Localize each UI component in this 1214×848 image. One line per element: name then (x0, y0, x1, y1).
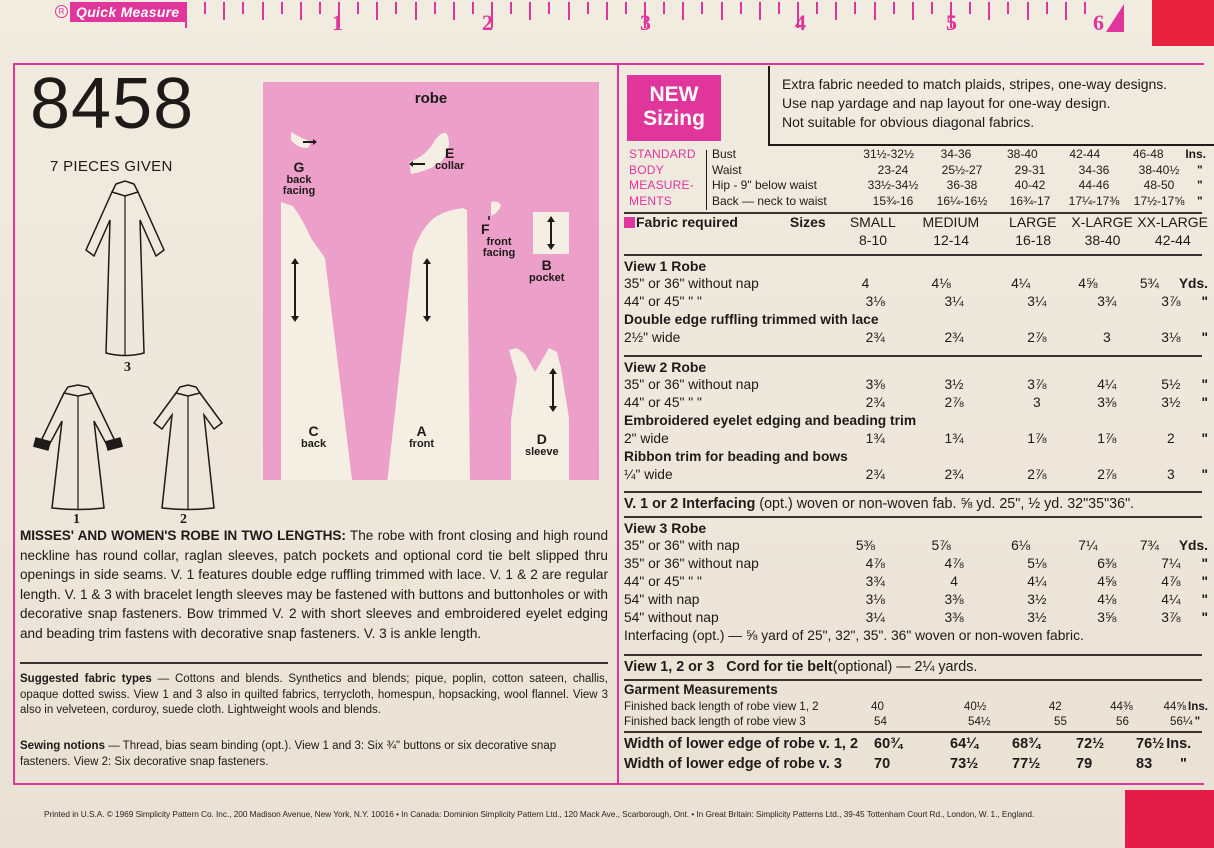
size-medium-range: 12-14 (933, 232, 970, 248)
ruler-tick (185, 2, 187, 28)
description-divider (20, 662, 608, 664)
ruler-tick (1007, 2, 1009, 14)
table-row: 44" or 45" " " 3⅛ 3¼ 3¼ 3¾ 3⅞ " (624, 294, 1208, 309)
suggested-fabric-types (20, 672, 608, 719)
ruler-tick (376, 2, 378, 20)
table-row: Finished back length of robe view 3 54 54½ 55 56 56¼ " (624, 715, 1201, 728)
body-measurements-table (712, 147, 1206, 209)
standard-body-measurements-label: STANDARD BODY MEASURE- MENTS (629, 147, 696, 208)
table-row: 35" or 36" without nap 3⅜ 3½ 3⅞ 4¼ 5½ " (624, 377, 1208, 392)
view-2-sketch (150, 383, 225, 511)
view-1-title: View 1 Robe (624, 258, 707, 274)
table-row: 2½" wide 2¾ 2¾ 2⅞ 3 3⅛ " (624, 330, 1208, 345)
table-row: 35" or 36" with nap 5⅜ 5⅞ 6⅛ 7¼ 7¾ Yds. (624, 538, 1208, 553)
new-sizing-badge (627, 75, 721, 141)
ruler-tick (319, 2, 321, 14)
ruler-end-triangle-icon (1106, 4, 1124, 32)
torn-corner-top (1152, 0, 1214, 46)
pieces-given: 7 PIECES GIVEN (50, 158, 173, 175)
quick-measure-badge: Quick Measure (70, 2, 186, 22)
ruler-tick (415, 2, 417, 20)
table-rule (624, 516, 1202, 518)
ruler-tick (300, 2, 302, 20)
view-3-fabric (624, 519, 1208, 645)
view-2-title: View 2 Robe (624, 359, 707, 375)
notions-body: — Thread, bias seam binding (opt.). View 1 and 3: Six ¾" buttons or six decorative snap fasteners. View 2: Six decorative snap fasteners. (20, 740, 557, 768)
ruler-tick (395, 2, 397, 14)
table-row: 54" with nap 3⅛ 3⅜ 3½ 4⅛ 4¼ " (624, 592, 1208, 607)
table-row: 35" or 36" without nap 4 4⅛ 4¼ 4⅝ 5¾ Yds. (624, 276, 1208, 291)
ruler-tick (472, 2, 474, 14)
ruler-tick (529, 2, 531, 20)
view-3-sketch (80, 178, 170, 358)
notice-line-3: Not suitable for obvious diagonal fabrics. (782, 114, 1035, 130)
piece-a-front: A front (409, 423, 435, 450)
view-3-title: View 3 Robe (624, 520, 707, 536)
interfacing-v1-2: V. 1 or 2 Interfacing (opt.) woven or non-woven fab. ⅝ yd. 25", ½ yd. 32"35"36". (624, 496, 1135, 512)
table-row: 2" wide 1¾ 1¾ 1⅞ 1⅞ 2 " (624, 431, 1208, 446)
ruler-tick (835, 2, 837, 20)
bm-row-back: Back — neck to waist 15¾-16 16¼-16½ 16¾-17 17¼-17⅜ 17½-17⅝ " (712, 193, 1203, 208)
ruler-tick (721, 2, 723, 20)
view-2-ribbon-title: Ribbon trim for beading and bows (624, 449, 848, 464)
fabric-required-header (624, 213, 1208, 249)
ruler-tick (1084, 2, 1086, 14)
table-rule (624, 254, 1202, 256)
ruler-tick (988, 2, 990, 20)
ruler-tick (242, 2, 244, 14)
ruler-tick (874, 2, 876, 20)
table-row: Width of lower edge of robe v. 3 70 73½ 77½ 79 83 " (624, 756, 1187, 772)
bm-row-hip: Hip - 9" below waist 33½-34½ 36-38 40-42 44-46 48-50 " (712, 178, 1203, 192)
notice-line-2: Use nap yardage and nap layout for one-way design. (782, 95, 1111, 111)
printer-footer: Printed in U.S.A. © 1969 Simplicity Pattern Co. Inc., 200 Madison Avenue, New York, N.Y. 10016 • In Canada: Dominion Simplicity Pattern Ltd., 120 Mack Ave., Scarborough, Ont. • In Great Britain: Simplicity Patterns Ltd., 39-45 Tottenham Court Rd., London, W. 1., England. (44, 809, 1035, 819)
ruler-tick (453, 2, 455, 20)
ruler-tick (357, 2, 359, 14)
pattern-description (20, 526, 608, 643)
fabric-required-title: Fabric required (636, 214, 738, 230)
ruler-inch-1: 1 (332, 10, 343, 35)
table-row: 35" or 36" without nap 4⅞ 4⅞ 5⅛ 6⅜ 7¼ " (624, 556, 1208, 571)
ruler-tick (568, 2, 570, 20)
ruler-tick (663, 2, 665, 14)
view-2-fabric (624, 358, 1208, 484)
piece-d-sleeve: D sleeve (525, 431, 559, 458)
new-sizing-line1: NEW (649, 83, 699, 106)
pattern-pieces-panel (263, 82, 599, 480)
fabric-types-heading: Suggested fabric types (20, 673, 152, 685)
notions-heading: Sewing notions (20, 740, 105, 752)
column-divider (617, 63, 619, 785)
ruler-tick (816, 2, 818, 14)
ruler-tick (778, 2, 780, 14)
pink-square-icon (624, 217, 635, 228)
piece-e-collar: E collar (435, 145, 465, 172)
piece-c-back: C back (301, 423, 327, 450)
size-xx-large-range: 42-44 (1154, 232, 1191, 248)
size-x-large: X-LARGE (1071, 214, 1133, 230)
ruler-tick (931, 2, 933, 14)
size-small-range: 8-10 (859, 232, 888, 248)
size-large: LARGE (1009, 214, 1057, 230)
size-xx-large: XX-LARGE (1137, 214, 1208, 230)
bm-row-waist: Waist 23-24 25½-27 29-31 34-36 38-40½ " (712, 162, 1203, 177)
size-medium: MEDIUM (922, 214, 980, 230)
view-3-interfacing: Interfacing (opt.) — ⅝ yard of 25", 32", 35". 36" woven or non-woven fabric. (624, 628, 1084, 643)
torn-corner-bottom (1125, 790, 1214, 848)
table-row: Width of lower edge of robe v. 1, 2 60¾ 64¼ 68¾ 72½ 76½ Ins. (624, 736, 1192, 752)
garment-measurements-title: Garment Measurements (624, 682, 778, 697)
ruler-tick (434, 2, 436, 14)
view-1-trim-title: Double edge ruffling trimmed with lace (624, 312, 879, 327)
fabric-types-body: — Cottons and blends. Synthetics and blends; pique, poplin, cotton sateen, challis, opaque dotted swiss. View 1 and 3 also in quilted fabrics, terrycloth, homespun, hopsacking, wool flannel. View 3 also in velveteen, corduroy, suede cloth. Lightweight wools and blends. (20, 673, 609, 716)
quick-measure-ruler (0, 0, 1214, 50)
table-rule (624, 355, 1202, 357)
ruler-tick (912, 2, 914, 20)
ruler-inch-2: 2 (482, 10, 493, 35)
new-sizing-line2: Sizing (643, 107, 705, 130)
ruler-tick (740, 2, 742, 14)
table-row: 44" or 45" " " 2¾ 2⅞ 3 3⅜ 3½ " (624, 395, 1208, 410)
ruler-tick (204, 2, 206, 14)
size-small: SMALL (849, 214, 896, 230)
fabric-notice (768, 66, 1214, 146)
ruler-tick (606, 2, 608, 20)
ruler-tick (701, 2, 703, 14)
table-row: 44" or 45" " " 3¾ 4 4¼ 4⅝ 4⅞ " (624, 574, 1208, 589)
table-row: ¼" wide 2¾ 2¾ 2⅞ 2⅞ 3 " (624, 467, 1208, 482)
garment-measurements (624, 682, 1208, 729)
ruler-tick (854, 2, 856, 14)
ruler-tick (1065, 2, 1067, 20)
panel-title: robe (414, 90, 448, 107)
ruler-tick (682, 2, 684, 20)
ruler-tick (223, 2, 225, 20)
lower-edge-widths (624, 734, 1208, 774)
piece-b-pocket: B pocket (529, 257, 565, 284)
description-heading: MISSES' AND WOMEN'S ROBE IN TWO LENGTHS: (20, 528, 346, 543)
pattern-number: 8458 (30, 64, 195, 144)
ruler-tick (281, 2, 283, 14)
view-2-label: 2 (180, 512, 187, 527)
size-large-range: 16-18 (1015, 232, 1052, 248)
view-3-label: 3 (124, 360, 131, 375)
ruler-inch-5: 5 (946, 10, 957, 35)
sizes-label: Sizes (789, 214, 826, 230)
ruler-tick (587, 2, 589, 14)
table-rule (624, 654, 1202, 656)
table-rule (624, 679, 1202, 681)
ruler-tick (510, 2, 512, 14)
ruler-tick (625, 2, 627, 14)
ruler-inch-4: 4 (795, 10, 806, 35)
ruler-tick (548, 2, 550, 14)
ruler-tick (262, 2, 264, 20)
sewing-notions (20, 739, 608, 770)
table-rule (624, 491, 1202, 493)
ruler-tick (1027, 2, 1029, 20)
bm-row-bust: Bust 31½-32½ 34-36 38-40 42-44 46-48 Ins. (712, 147, 1207, 161)
ruler-tick (759, 2, 761, 20)
notice-line-1: Extra fabric needed to match plaids, stripes, one-way designs. (782, 76, 1168, 92)
view-1-label: 1 (73, 512, 80, 527)
description-body: The robe with front closing and high round neckline has round collar, raglan sleeves, patch pockets and optional cord tie belt slipped thru openings in side seams. V. 1 features double edge ruffling trimmed with lace. V. 1 & 2 are regular length. V. 1 & 3 with bracelet length sleeves may be fastened with buttons and buttonholes or with decorative snap fasteners. Bow trimmed V. 2 with short sleeves and embroidered eyelet edging and beading trim fastens with decorative snap fasteners. V. 3 is ankle length. (20, 528, 609, 641)
size-x-large-range: 38-40 (1084, 232, 1121, 248)
view-2-trim-title: Embroidered eyelet edging and beading trim (624, 413, 917, 428)
ruler-tick (893, 2, 895, 14)
piece-g-back-facing: G back facing (282, 159, 316, 197)
view-1-sketch (30, 383, 125, 511)
table-row: Finished back length of robe view 1, 2 40 40½ 42 44⅜ 44⅝ Ins. (624, 700, 1208, 713)
view-1-fabric (624, 257, 1208, 347)
piece-f-front-facing: F front facing (481, 221, 516, 259)
cord-tie-belt: View 1, 2 or 3 Cord for tie belt (optional) — 2¼ yards. (624, 659, 978, 675)
ruler-inch-3: 3 (640, 10, 651, 35)
registered-mark-icon: R (55, 5, 68, 18)
ruler-inch-6: 6 (1093, 10, 1104, 35)
table-row: 54" without nap 3¼ 3⅜ 3½ 3⅝ 3⅞ " (624, 610, 1208, 625)
ruler-tick (969, 2, 971, 14)
ruler-tick (1046, 2, 1048, 14)
table-rule (624, 731, 1202, 733)
